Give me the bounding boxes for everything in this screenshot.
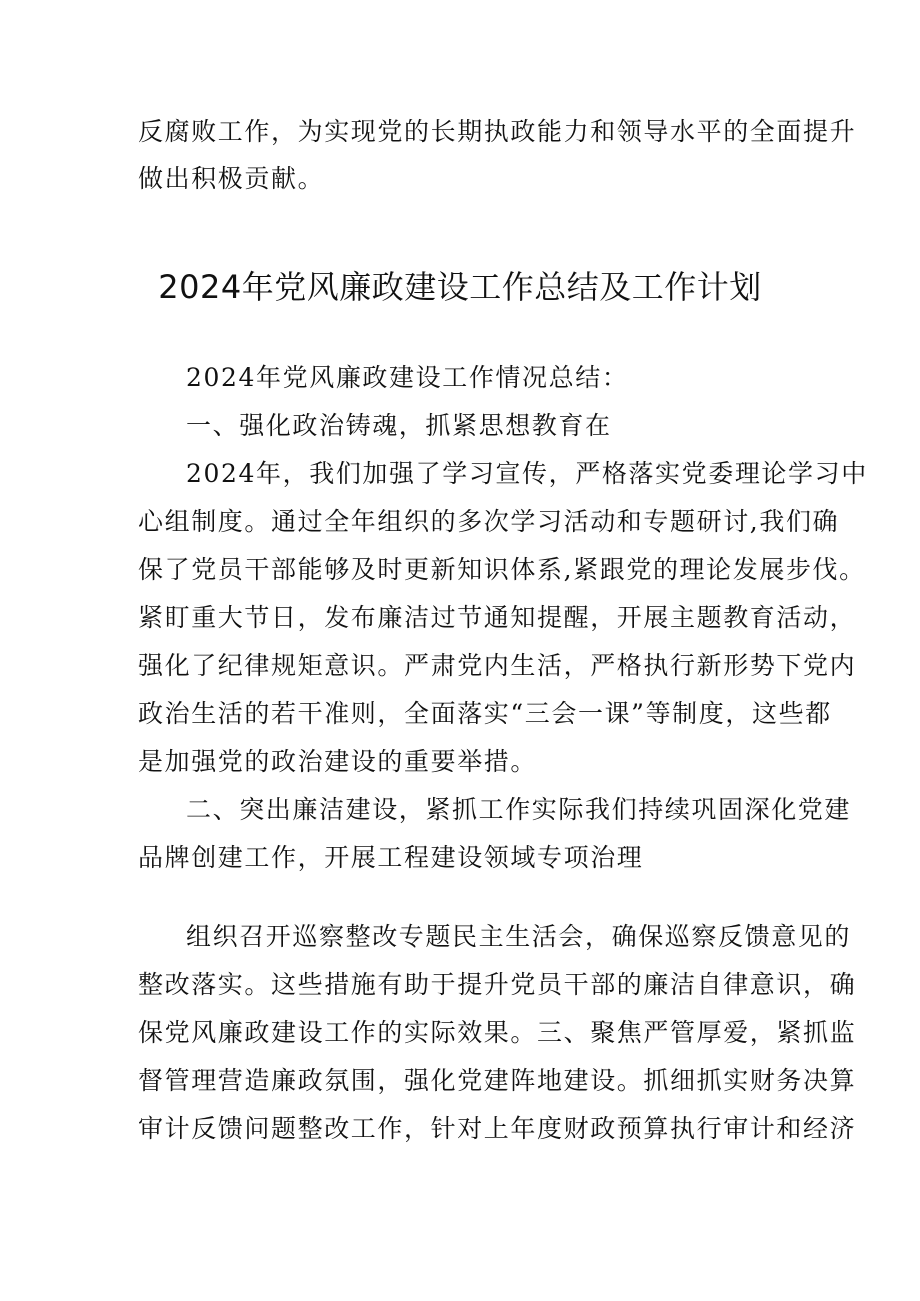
heading-one: 一、强化政治铸魂，抓紧思想教育在 <box>186 411 612 440</box>
para-two-line-4: 督管理营造廉政氛围，强化党建阵地建设。抓细抓实财务决算 <box>138 1066 857 1095</box>
para-one-line-5: 强化了纪律规矩意识。严肃党内生活，严格执行新形势下党内 <box>138 651 857 680</box>
para-one-line-1: 2024年，我们加强了学习宣传，严格落实党委理论学习中 <box>186 459 868 488</box>
para-two-line-3: 保党风廉政建设工作的实际效果。三、聚焦严管厚爱，紧抓监 <box>138 1018 857 1047</box>
intro-line-2: 做出积极贡献。 <box>138 164 325 193</box>
heading-two-line-2: 品牌创建工作，开展工程建设领域专项治理 <box>138 843 644 872</box>
para-one-line-6: 政治生活的若干准则，全面落实“三会一课”等制度，这些都 <box>138 699 832 728</box>
para-one-line-2: 心组制度。通过全年组织的多次学习活动和专题研讨,我们确 <box>138 507 840 536</box>
section-heading: 2024年党风廉政建设工作情况总结： <box>186 363 629 392</box>
para-one-line-7: 是加强党的政治建设的重要举措。 <box>138 747 538 776</box>
heading-two-line-1: 二、突出廉洁建设，紧抓工作实际我们持续巩固深化党建 <box>186 795 852 824</box>
document-title: 2024年党风廉政建设工作总结及工作计划 <box>158 268 762 306</box>
para-two-line-1: 组织召开巡察整改专题民主生活会，确保巡察反馈意见的 <box>186 922 852 951</box>
intro-line-1: 反腐败工作，为实现党的长期执政能力和领导水平的全面提升 <box>138 117 857 146</box>
para-two-line-2: 整改落实。这些措施有助于提升党员干部的廉洁自律意识，确 <box>138 970 857 999</box>
para-one-line-3: 保了党员干部能够及时更新知识体系,紧跟党的理论发展步伐。 <box>138 555 866 584</box>
para-one-line-4: 紧盯重大节日，发布廉洁过节通知提醒，开展主题教育活动， <box>138 603 857 632</box>
para-two-line-5: 审计反馈问题整改工作，针对上年度财政预算执行审计和经济 <box>138 1114 857 1143</box>
